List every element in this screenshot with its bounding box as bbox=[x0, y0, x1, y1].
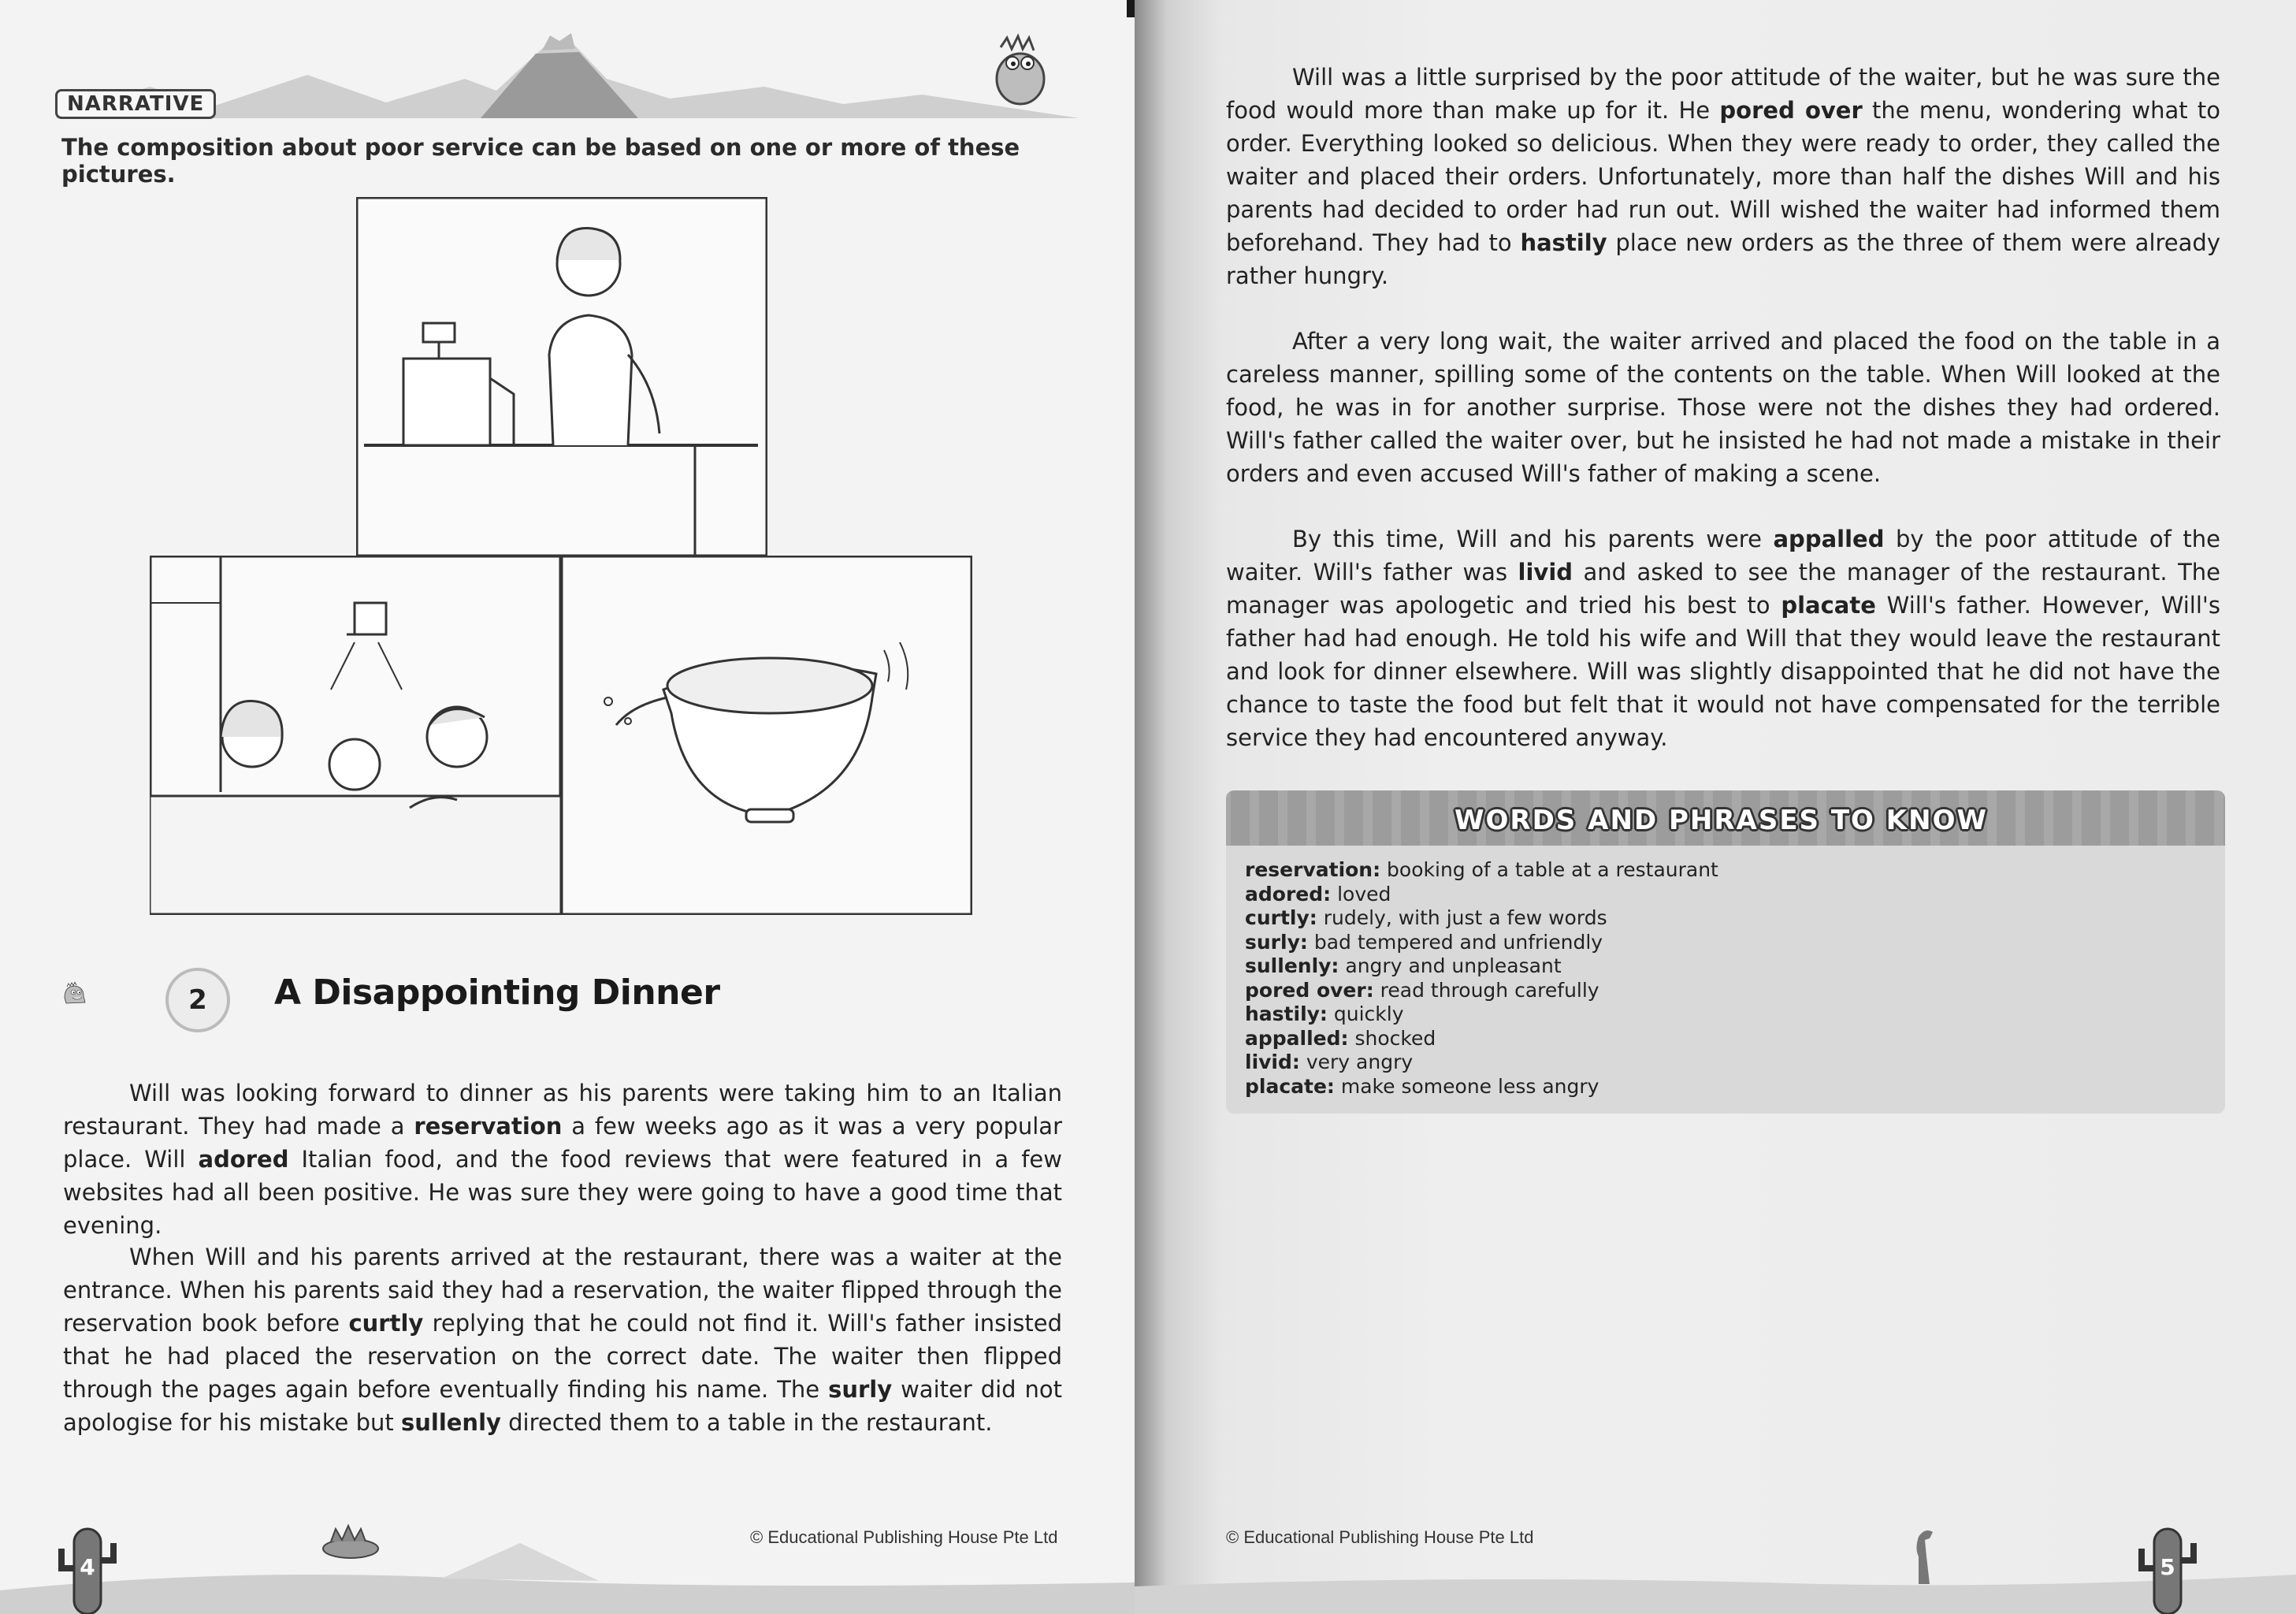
glossary-item: sullenly: angry and unpleasant bbox=[1245, 954, 1562, 977]
glossary-item: pored over: read through carefully bbox=[1245, 978, 1599, 1002]
left-paragraph-2: When Will and his parents arrived at the restaurant, there was a waiter at the entrance. When his parents said they had a reservation, the waiter flipped through the reservation book before curtly replying that he could not find it. Will's father insisted that he had placed the reservation on the correct date. The waiter then flipped through the pages again before eventually finding his name. The surly waiter did not apologise for his mistake but sullenly directed them to a table in the restaurant. bbox=[63, 1244, 1063, 1436]
left-paragraph-1: Will was looking forward to dinner as his parents were taking him to an Italian restaurant. They had made a reservation a few weeks ago as it was a very popular place. Will adored Italian food, and the food reviews that were featured in a few websites had all been positive. He was sure they were going to have a good time that evening. bbox=[63, 1080, 1062, 1239]
glossary-list bbox=[1245, 858, 1718, 1099]
words-header bbox=[1226, 790, 2225, 846]
family-picture bbox=[150, 556, 561, 915]
dinosaur-mascot-icon bbox=[977, 32, 1064, 110]
section-label: NARRATIVE bbox=[55, 89, 216, 119]
ground-decoration bbox=[0, 1519, 1135, 1614]
ground-decoration-right bbox=[1135, 1519, 2296, 1614]
glossary-item: livid: very angry bbox=[1245, 1051, 1414, 1073]
glossary-item: adored: loved bbox=[1245, 882, 1391, 906]
story-number: 2 bbox=[165, 968, 230, 1032]
right-paragraph-3: By this time, Will and his parents were appalled by the poor attitude of the waiter. Will's father was livid and asked to see the manager of the restaurant. The manager was apologetic and tried his best to placate Will's father. However, Will's father had had enough. He told his wife and Will that they would leave the restaurant and look for dinner elsewhere. Will was slightly disappointed that he did not have the chance to taste the food but felt that it would not have compensated for the terrible service they had encountered anyway. bbox=[1226, 526, 2221, 751]
left-page bbox=[0, 0, 1135, 1614]
copyright-left: © Educational Publishing House Pte Ltd bbox=[750, 1527, 1058, 1547]
bowl-picture bbox=[561, 556, 972, 915]
story-title: A Disappointing Dinner bbox=[274, 972, 720, 1013]
intro-text: The composition about poor service can be based on one or more of these pictures. bbox=[61, 134, 1020, 188]
glossary-item: reservation: booking of a table at a restaurant bbox=[1245, 858, 1718, 881]
words-title: WORDS AND PHRASES TO KNOW bbox=[1455, 805, 1989, 836]
glossary-item: hastily: quickly bbox=[1245, 1002, 1404, 1025]
glossary-item: placate: make someone less angry bbox=[1245, 1074, 1599, 1098]
copyright-right: © Educational Publishing House Pte Ltd bbox=[1226, 1527, 1534, 1547]
words-and-phrases-box bbox=[1226, 790, 2225, 1114]
dinosaur-silhouette-icon bbox=[1895, 1521, 1942, 1584]
page-number-left: 4 bbox=[80, 1554, 95, 1580]
cashier-picture bbox=[356, 197, 767, 556]
glossary-item: curtly: rudely, with just a few words bbox=[1245, 906, 1607, 929]
glossary-item: surly: bad tempered and unfriendly bbox=[1245, 930, 1603, 954]
right-paragraph-2: After a very long wait, the waiter arrived and placed the food on the table in a careless manner, spilling some of the contents on the table. When Will looked at the food, he was in for another surprise. Those were not the dishes they had ordered. Will's father called the waiter over, but he insisted he had not made a mistake in their orders and even accused Will's father of making a scene. bbox=[1226, 328, 2220, 487]
glossary-item: appalled: shocked bbox=[1245, 1026, 1436, 1050]
page-number-right: 5 bbox=[2160, 1554, 2175, 1580]
right-paragraph-1: Will was a little surprised by the poor attitude of the waiter, but he was sure the food would more than make up for it. He pored over the menu, wondering what to order. Everything looked so delicious. When they were ready to order, they called the waiter and placed their orders. Unfortunately, more than half the dishes Will and his parents had decided to order had run out. Will wished the waiter had informed them beforehand. They had to hastily place new orders as the three of them were already rather hungry. bbox=[1226, 64, 2220, 289]
stegosaurus-icon bbox=[315, 1521, 386, 1560]
